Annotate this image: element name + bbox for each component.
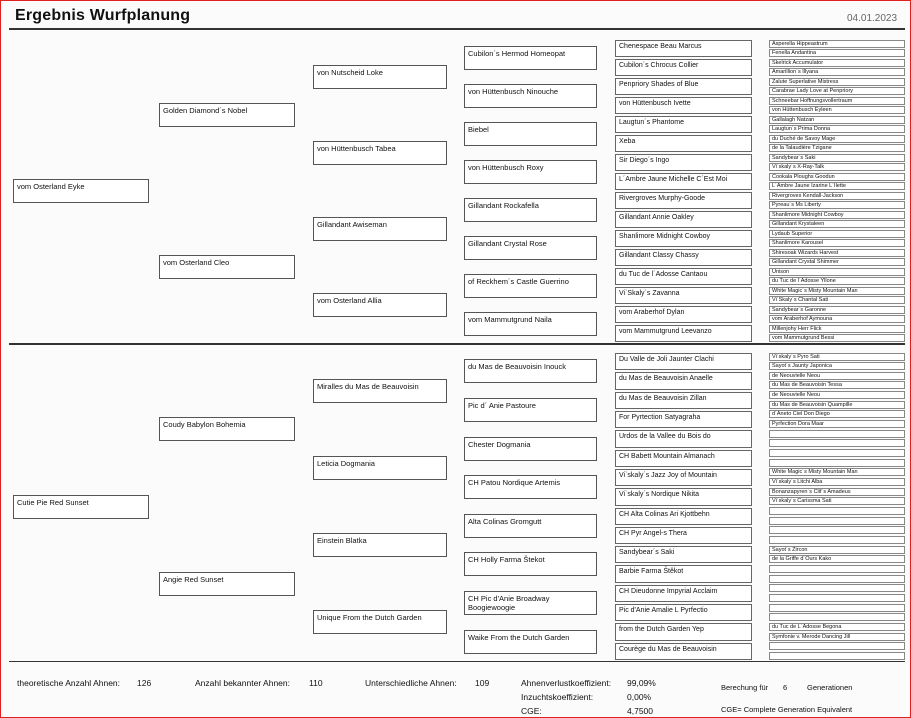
- dog-gen4: vom Mammutgrund Naila: [464, 312, 597, 336]
- dog-gen6: de la Griffe d´Ours Kako: [769, 555, 905, 563]
- dog-gen6: Schneebar Hoffnungsvollertraum: [769, 97, 905, 105]
- dog-gen6: [769, 652, 905, 660]
- cge-note: CGE= Complete Generation Equivalent: [721, 705, 853, 714]
- footer-divider: [9, 661, 905, 662]
- dog-gen6: [769, 613, 905, 621]
- dog-gen6: Skelrick Accumulator: [769, 59, 905, 67]
- dog-gen5: Sandybear´s Saki: [615, 546, 752, 563]
- dog-gen6: Shiresoak Wizards Harvest: [769, 249, 905, 257]
- dog-gen6: [769, 507, 905, 515]
- dog-gen5: CH Alta Colinas Ari Kjottbehn: [615, 508, 752, 525]
- dog-gen6: Sandybear´s Garonne: [769, 306, 905, 314]
- dog-gen6: von Hüttenbusch Eyleen: [769, 106, 905, 114]
- dog-gen6: Carabrae Lady Love at Penpriory: [769, 87, 905, 95]
- header-divider: [9, 28, 905, 30]
- dog-gen5: Vi`skaly´s Nordique Nikita: [615, 488, 752, 505]
- dog-gen3: von Nutscheid Loke: [313, 65, 447, 89]
- dog-gen6: [769, 449, 905, 457]
- dog-gen6: Fenella Andantina: [769, 49, 905, 57]
- dog-gen6: Shanlimore Karousel: [769, 239, 905, 247]
- dog-gen5: Chenespace Beau Marcus: [615, 40, 752, 57]
- dog-gen6: White Magic´s Misty Mountain Man: [769, 287, 905, 295]
- calc-label: Berechung für: [721, 683, 769, 692]
- dog-gen6: [769, 517, 905, 525]
- dog-gen5: du Mas de Beauvoisin Anaelle: [615, 372, 752, 389]
- dog-gen6: Bonanzapyren´s Clif´s Amadeus: [769, 488, 905, 496]
- dog-gen4: Alta Colinas Gromgutt: [464, 514, 597, 538]
- dog-gen2: Coudy Babylon Bohemia: [159, 417, 295, 441]
- dog-gen6: L´Ambre Jaune Izarine L´Ilette: [769, 182, 905, 190]
- dog-gen5: du Tuc de l´Adosse Cantaou: [615, 268, 752, 285]
- dog-gen2: vom Osterland Cleo: [159, 255, 295, 279]
- page-title: Ergebnis Wurfplanung: [15, 7, 191, 24]
- dog-gen5: Gillandant Classy Chassy: [615, 249, 752, 266]
- dog-gen5: Urdos de la Vallee du Bois do: [615, 430, 752, 447]
- dog-gen6: du Duché de Savoy Mage: [769, 135, 905, 143]
- dog-gen5: CH Babett Mountain Almanach: [615, 450, 752, 467]
- dog-gen6: Gillandant Crystal Shimmer: [769, 258, 905, 266]
- dog-gen6: vom Mammutgrund Bessi: [769, 334, 905, 342]
- dog-gen4: CH Patou Nordique Artemis: [464, 475, 597, 499]
- inbreeding-value: 0,00%: [627, 692, 652, 702]
- dog-gen6: Vi`Skaly´s Chantal Sati: [769, 296, 905, 304]
- dog-gen6: Laugtun´s Prima Donna: [769, 125, 905, 133]
- distinct-ancestors-value: 109: [475, 678, 490, 688]
- dog-gen5: Du Valle de Joli Jaunter Clachi: [615, 353, 752, 370]
- dog-gen6: du Mas de Beauvoisin Quampille: [769, 401, 905, 409]
- dog-gen6: Amarillion´s Illyana: [769, 68, 905, 76]
- dog-gen6: Cookala Ploughs Goodun: [769, 173, 905, 181]
- dog-gen5: Shanlimore Midnight Cowboy: [615, 230, 752, 247]
- dog-gen5: CH Pyr Angel-s Thera: [615, 527, 752, 544]
- dog-gen5: L´Ambre Jaune Michelle C´Est Moi: [615, 173, 752, 190]
- dog-gen3: Einstein Blatka: [313, 533, 447, 557]
- dog-gen6: [769, 526, 905, 534]
- dog-gen5: Penpriory Shades of Blue: [615, 78, 752, 95]
- dog-gen6: de Neouvielle Neou: [769, 372, 905, 380]
- dog-gen6: Vi`skaly´s Carissma Sati: [769, 497, 905, 505]
- dog-gen5: Pic d'Anie Amalie L Pyrfectio: [615, 604, 752, 621]
- calc-generations-value: 6: [783, 683, 788, 692]
- dog-gen3: Miralles du Mas de Beauvoisin: [313, 379, 447, 403]
- ancestor-loss-label: Ahnenverlustkoeffizient:: [521, 678, 612, 688]
- dog-gen5: Rivergroves Murphy-Goode: [615, 192, 752, 209]
- dog-gen5: du Mas de Beauvoisin Zillan: [615, 392, 752, 409]
- dog-gen2: Golden Diamond´s Nobel: [159, 103, 295, 127]
- dog-gen6: Lydaub Superior: [769, 230, 905, 238]
- cge-label: CGE:: [521, 706, 542, 716]
- dog-gen6: [769, 459, 905, 467]
- dog-gen6: [769, 584, 905, 592]
- dog-gen6: Gillandant Krystaleen: [769, 220, 905, 228]
- dog-gen5: CH Dieudonne Impyrial Acclaim: [615, 585, 752, 602]
- dog-gen6: Vi`skaly´s Pyro Sati: [769, 353, 905, 361]
- dog-gen5: Vi`skaly´s Jazz Joy of Mountain: [615, 469, 752, 486]
- dog-gen6: Sayot´s Jaunty Japonica: [769, 362, 905, 370]
- dog-gen5: For Pyrtection Satyagraha: [615, 411, 752, 428]
- dog-gen6: [769, 594, 905, 602]
- dog-gen3: von Hüttenbusch Tabea: [313, 141, 447, 165]
- dog-gen4: von Hüttenbusch Ninouche: [464, 84, 597, 108]
- dog-gen5: Courège du Mas de Beauvoisin: [615, 643, 752, 660]
- dog-gen6: [769, 439, 905, 447]
- dog-gen6: Gallalagh Natzan: [769, 116, 905, 124]
- dog-gen5: von Hüttenbusch Ivette: [615, 97, 752, 114]
- dog-gen6: Sayot´s Zircon: [769, 546, 905, 554]
- dog-gen5: Laugtun´s Phantome: [615, 116, 752, 133]
- dog-gen6: [769, 604, 905, 612]
- dog-gen6: [769, 642, 905, 650]
- dog-gen4: Cubilon´s Hermod Homeopat: [464, 46, 597, 70]
- ancestor-loss-value: 99,09%: [627, 678, 656, 688]
- dog-gen6: du Mas de Beauvoisin Tessa: [769, 381, 905, 389]
- dog-gen4: Gillandant Rockafella: [464, 198, 597, 222]
- dog-gen6: Pyrfection Dora Maar: [769, 420, 905, 428]
- dog-gen4: Biebel: [464, 122, 597, 146]
- dog-gen6: du Tuc de L´Adosse Begona: [769, 623, 905, 631]
- dog-gen5: vom Mammutgrund Leevanzo: [615, 325, 752, 342]
- dog-gen3: Gillandant Awiseman: [313, 217, 447, 241]
- dog-gen4: CH Holly Farma Štekot: [464, 552, 597, 576]
- dog-gen6: de la Talaudière Tzigane: [769, 144, 905, 152]
- dog-gen5: from the Dutch Garden Yep: [615, 623, 752, 640]
- dog-gen6: [769, 430, 905, 438]
- dog-gen5: Sir Diego´s Ingo: [615, 154, 752, 171]
- distinct-ancestors-label: Unterschiedliche Ahnen:: [365, 678, 457, 688]
- dog-gen6: Pyreau´s Ms Liberty: [769, 201, 905, 209]
- dog-gen4: Waike From the Dutch Garden: [464, 630, 597, 654]
- dog-gen3: Unique From the Dutch Garden: [313, 610, 447, 634]
- dog-gen4: of Reckhem´s Castle Guerrino: [464, 274, 597, 298]
- dog-gen6: Vi`skaly´s X-Ray-Talk: [769, 163, 905, 171]
- dog-gen3: vom Osterland Allia: [313, 293, 447, 317]
- dog-gen6: Unison: [769, 268, 905, 276]
- dog-gen6: Shanlimore Midnight Cowboy: [769, 211, 905, 219]
- dog-gen1: Cutie Pie Red Sunset: [13, 495, 149, 519]
- known-ancestors-label: Anzahl bekannter Ahnen:: [195, 678, 290, 688]
- theoretical-ancestors-value: 126: [137, 678, 152, 688]
- dog-gen5: Vi`Skaly´s Zavanna: [615, 287, 752, 304]
- dog-gen5: Xeba: [615, 135, 752, 152]
- dog-gen4: von Hüttenbusch Roxy: [464, 160, 597, 184]
- dog-gen5: Cubilon´s Chrocus Collier: [615, 59, 752, 76]
- dog-gen6: d´Aneto Ciel Don Diego: [769, 410, 905, 418]
- dog-gen2: Angie Red Sunset: [159, 572, 295, 596]
- dog-gen6: Asperella Hippeastrum: [769, 40, 905, 48]
- dog-gen6: White Magic´s Misty Mountain Man: [769, 468, 905, 476]
- cge-value: 4,7500: [627, 706, 653, 716]
- dog-gen6: Sandybear´s Saki: [769, 154, 905, 162]
- dog-gen6: Zalute Superlative Mistress: [769, 78, 905, 86]
- dog-gen6: du Tuc de l´Adosse Yllone: [769, 277, 905, 285]
- dog-gen4: Gillandant Crystal Rose: [464, 236, 597, 260]
- dog-gen6: [769, 575, 905, 583]
- generations-label: Generationen: [807, 683, 853, 692]
- dog-gen4: Pic d´ Anie Pastoure: [464, 398, 597, 422]
- dog-gen4: Chester Dogmania: [464, 437, 597, 461]
- known-ancestors-value: 110: [309, 678, 323, 688]
- dog-gen6: [769, 536, 905, 544]
- dog-gen6: [769, 565, 905, 573]
- dog-gen6: Rivergroves Kendall-Jackson: [769, 192, 905, 200]
- dog-gen5: vom Araberhof Dylan: [615, 306, 752, 323]
- dog-gen5: Gillandant Annie Oakley: [615, 211, 752, 228]
- theoretical-ancestors-label: theoretische Anzahl Ahnen:: [17, 678, 121, 688]
- dog-gen6: de Neouvielle Neou: [769, 391, 905, 399]
- inbreeding-label: Inzuchtskoeffizient:: [521, 692, 594, 702]
- dog-gen3: Leticia Dogmania: [313, 456, 447, 480]
- dog-gen6: Vi`skaly´s Litchi Alba: [769, 478, 905, 486]
- dog-gen5: Barbie Farma Štěkot: [615, 565, 752, 582]
- dog-gen4: du Mas de Beauvoisin Inouck: [464, 359, 597, 383]
- dog-gen6: Millenjohy Herr Flick: [769, 325, 905, 333]
- dog-gen1: vom Osterland Eyke: [13, 179, 149, 203]
- dog-gen6: Symfonie v. Merode Dancing Jill: [769, 633, 905, 641]
- print-date: 04.01.2023: [847, 13, 898, 24]
- dog-gen6: vom Araberhof Aymouna: [769, 315, 905, 323]
- section-divider: [9, 343, 905, 345]
- dog-gen4: CH Pic d'Anie Broadway Boogiewoogie: [464, 591, 597, 615]
